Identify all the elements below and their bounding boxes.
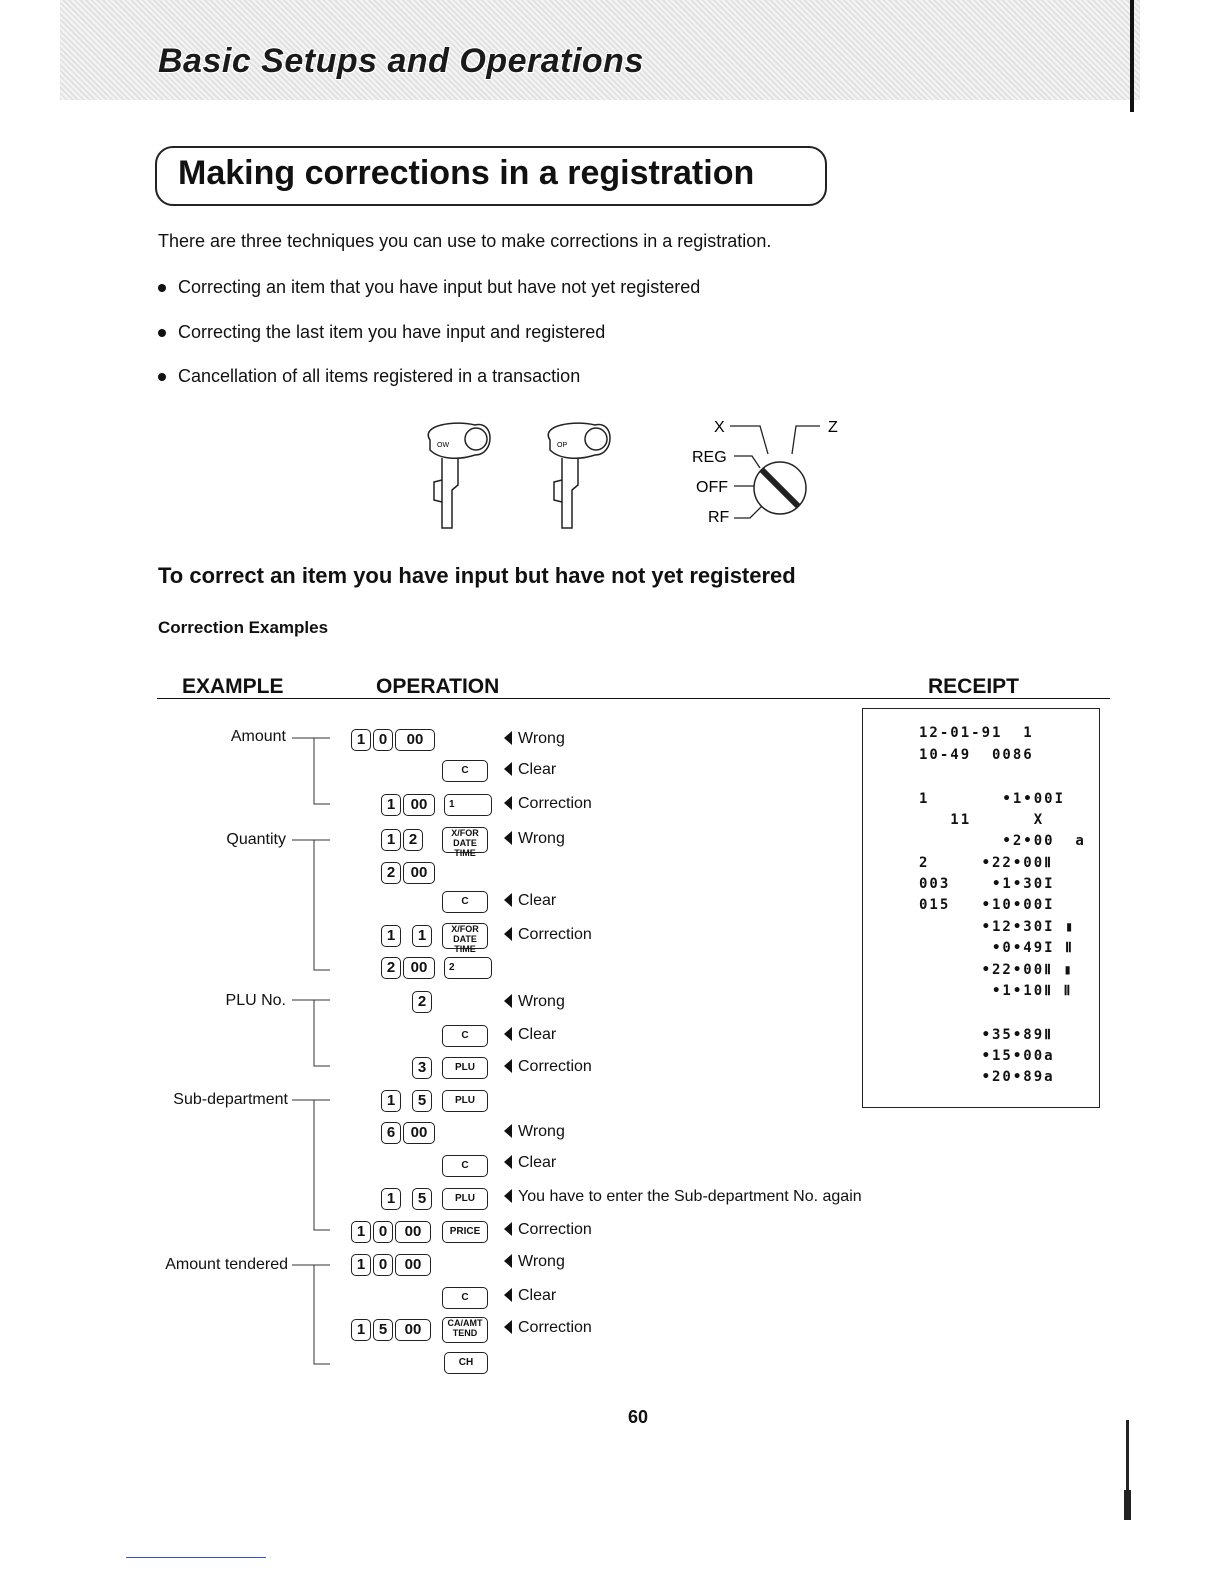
note-clear: Clear: [504, 1287, 556, 1305]
receipt-line: 2 •22•00Ⅱ: [919, 855, 1054, 871]
key-plu: PLU: [442, 1057, 488, 1079]
display-value: 1: [444, 794, 492, 816]
example-quantity: Quantity: [226, 831, 286, 848]
note-wrong: Wrong: [504, 1253, 565, 1271]
note-correction: Correction: [504, 1221, 592, 1239]
mode-switch-icon: [730, 426, 820, 518]
key-x-for: X/FOR DATE TIME: [442, 827, 488, 853]
key-ca-amt-tend: CA/AMT TEND: [442, 1317, 488, 1343]
note-clear: Clear: [504, 1026, 556, 1044]
key-0: 0: [373, 1221, 393, 1243]
key-2: 2: [381, 862, 401, 884]
receipt-line: 12-01-91 1: [919, 725, 1034, 741]
bullet-3: Cancellation of all items registered in a transaction: [158, 366, 580, 387]
note-correction: Correction: [504, 1058, 592, 1076]
key-2: 2: [381, 957, 401, 979]
key-1: 1: [381, 829, 401, 851]
note-wrong: Wrong: [504, 830, 565, 848]
key-1: 1: [351, 1254, 371, 1276]
example-amount: Amount: [230, 728, 286, 745]
key-clear: C: [442, 1025, 488, 1047]
key-5: 5: [412, 1090, 432, 1112]
key-0: 0: [373, 729, 393, 751]
note-clear: Clear: [504, 761, 556, 779]
ow-key-label: OW: [437, 442, 450, 449]
receipt-line: •20•89a: [919, 1069, 1055, 1085]
key-1: 1: [351, 1319, 371, 1341]
key-00: 00: [403, 794, 435, 816]
key-x-for: X/FOR DATE TIME: [442, 923, 488, 949]
key-5: 5: [373, 1319, 393, 1341]
header-title: Basic Setups and Operations: [158, 42, 644, 80]
note-correction: Correction: [504, 926, 592, 944]
example-subdept: Sub-department: [173, 1091, 288, 1108]
note-clear: Clear: [504, 892, 556, 910]
right-margin-mark: [1124, 1490, 1131, 1520]
key-1: 1: [412, 925, 432, 947]
receipt-line: •1•10Ⅱ Ⅱ: [919, 983, 1073, 999]
receipt-line: •35•89Ⅱ: [919, 1027, 1054, 1043]
receipt-line: •12•30I ▮: [919, 919, 1076, 935]
display-value: 2: [444, 957, 492, 979]
receipt-line: •15•00a: [919, 1048, 1055, 1064]
key-00: 00: [403, 957, 435, 979]
receipt-line: •22•00Ⅱ ▮: [919, 962, 1074, 978]
mode-reg-label: REG: [692, 449, 727, 466]
key-5: 5: [412, 1188, 432, 1210]
mode-off-label: OFF: [696, 479, 728, 496]
column-rule: [157, 698, 1110, 699]
key-clear: C: [442, 760, 488, 782]
intro-text: There are three techniques you can use to make corrections in a registration.: [158, 231, 772, 251]
key-00: 00: [403, 1122, 435, 1144]
subheading-examples: Correction Examples: [158, 618, 329, 637]
key-ch: CH: [444, 1352, 488, 1374]
key-plu: PLU: [442, 1090, 488, 1112]
example-plu: PLU No.: [225, 992, 286, 1009]
bullet-2: Correcting the last item you have input and registered: [158, 322, 605, 343]
key-1: 1: [381, 794, 401, 816]
key-clear: C: [442, 1287, 488, 1309]
key-00: 00: [403, 862, 435, 884]
key-00: 00: [395, 1254, 431, 1276]
key-00: 00: [395, 1319, 431, 1341]
note-correction: Correction: [504, 1319, 592, 1337]
example-tendered: Amount tendered: [165, 1256, 288, 1273]
note-clear: Clear: [504, 1154, 556, 1172]
receipt: [862, 708, 1100, 1108]
key-00: 00: [395, 729, 435, 751]
key-6: 6: [381, 1122, 401, 1144]
note-correction: Correction: [504, 795, 592, 813]
key-clear: C: [442, 1155, 488, 1177]
note-wrong: Wrong: [504, 730, 565, 748]
section-title: Making corrections in a registration: [178, 154, 755, 192]
mode-rf-label: RF: [708, 509, 730, 526]
column-operation: OPERATION: [376, 675, 500, 698]
key-clear: C: [442, 891, 488, 913]
receipt-line: 1 •1•00I: [919, 791, 1066, 807]
bullet-1: Correcting an item that you have input but have not yet registered: [158, 277, 700, 298]
footnote-rule: [126, 1557, 266, 1558]
key-price: PRICE: [442, 1221, 488, 1243]
key-00: 00: [395, 1221, 431, 1243]
key-1: 1: [381, 1090, 401, 1112]
keys-illustration: [400, 410, 860, 540]
key-2: 2: [412, 991, 432, 1013]
mode-x-label: X: [714, 419, 725, 436]
key-0: 0: [373, 1254, 393, 1276]
example-brackets: [290, 730, 340, 1370]
key-3: 3: [412, 1057, 432, 1079]
header-rule: [1130, 0, 1134, 112]
receipt-line: •2•00 a: [919, 833, 1086, 849]
receipt-line: 015 •10•00I: [919, 897, 1055, 913]
page-number: 60: [628, 1407, 649, 1427]
column-receipt: RECEIPT: [928, 675, 1020, 698]
note-wrong: Wrong: [504, 1123, 565, 1141]
column-example: EXAMPLE: [182, 675, 284, 698]
key-1: 1: [351, 1221, 371, 1243]
ow-key-icon: [428, 423, 490, 528]
note-subdept-again: You have to enter the Sub-department No. again: [504, 1188, 862, 1206]
receipt-line: 11 X: [919, 812, 1045, 828]
key-1: 1: [381, 1188, 401, 1210]
note-wrong: Wrong: [504, 993, 565, 1011]
mode-z-label: Z: [828, 419, 838, 436]
receipt-line: 10-49 0086: [919, 747, 1034, 763]
subheading: To correct an item you have input but have not yet registered: [158, 563, 796, 588]
key-plu: PLU: [442, 1188, 488, 1210]
receipt-line: •0•49I Ⅱ: [919, 940, 1074, 956]
key-1: 1: [351, 729, 371, 751]
op-key-label: OP: [557, 442, 568, 449]
key-2: 2: [403, 829, 423, 851]
op-key-icon: [548, 423, 610, 528]
key-1: 1: [381, 925, 401, 947]
receipt-line: 003 •1•30I: [919, 876, 1055, 892]
